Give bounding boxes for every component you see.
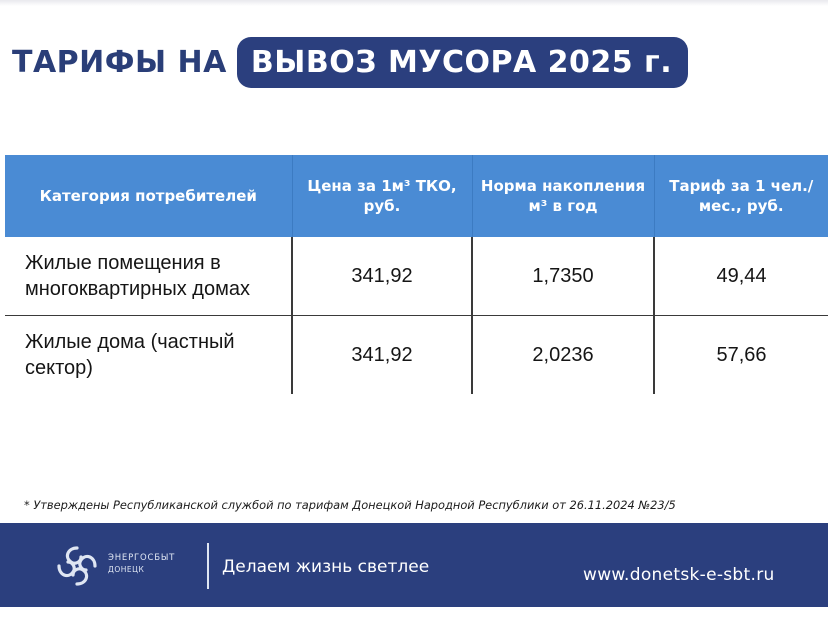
- table-header-row: [5, 155, 828, 237]
- footnote: * Утверждены Республиканской службой по тарифам Донецкой Народной Республики от 26.11.2024 №23/5: [24, 498, 676, 512]
- logo-city: ДОНЕЦК: [108, 565, 145, 574]
- row-price: 341,92: [292, 237, 472, 316]
- row-category: Жилые дома (частный сектор): [5, 316, 292, 395]
- tariff-table: [5, 155, 828, 394]
- title-highlight: ВЫВОЗ МУСОРА 2025 г.: [237, 37, 688, 88]
- row-norm: 1,7350: [472, 237, 654, 316]
- website-link[interactable]: www.donetsk-e-sbt.ru: [583, 565, 775, 585]
- row-tariff: 49,44: [654, 237, 828, 316]
- row-tariff: 57,66: [654, 316, 828, 395]
- energosbyt-logo-icon: [54, 543, 100, 589]
- title-plain: ТАРИФЫ НА: [12, 44, 227, 80]
- row-norm: 2,0236: [472, 316, 654, 395]
- table-row: [5, 316, 828, 395]
- logo-wordmark: [108, 553, 175, 575]
- bottom-margin: [0, 607, 828, 632]
- table-row: [5, 237, 828, 316]
- header-category: Категория потребителей: [5, 155, 292, 237]
- header-norm: Норма накопления м³ в год: [472, 155, 654, 237]
- row-category: Жилые помещения в многоквартирных домах: [5, 237, 292, 316]
- scan-top-edge: [0, 0, 828, 6]
- row-price: 341,92: [292, 316, 472, 395]
- logo-name: ЭНЕРГОСБЫТ: [108, 553, 176, 563]
- header-price: Цена за 1м³ ТКО, руб.: [292, 155, 472, 237]
- page-title: [12, 34, 688, 90]
- header-tariff: Тариф за 1 чел./мес., руб.: [654, 155, 828, 237]
- slogan: Делаем жизнь светлее: [222, 557, 430, 577]
- footer-band: [0, 523, 828, 607]
- footer-divider: [207, 543, 209, 589]
